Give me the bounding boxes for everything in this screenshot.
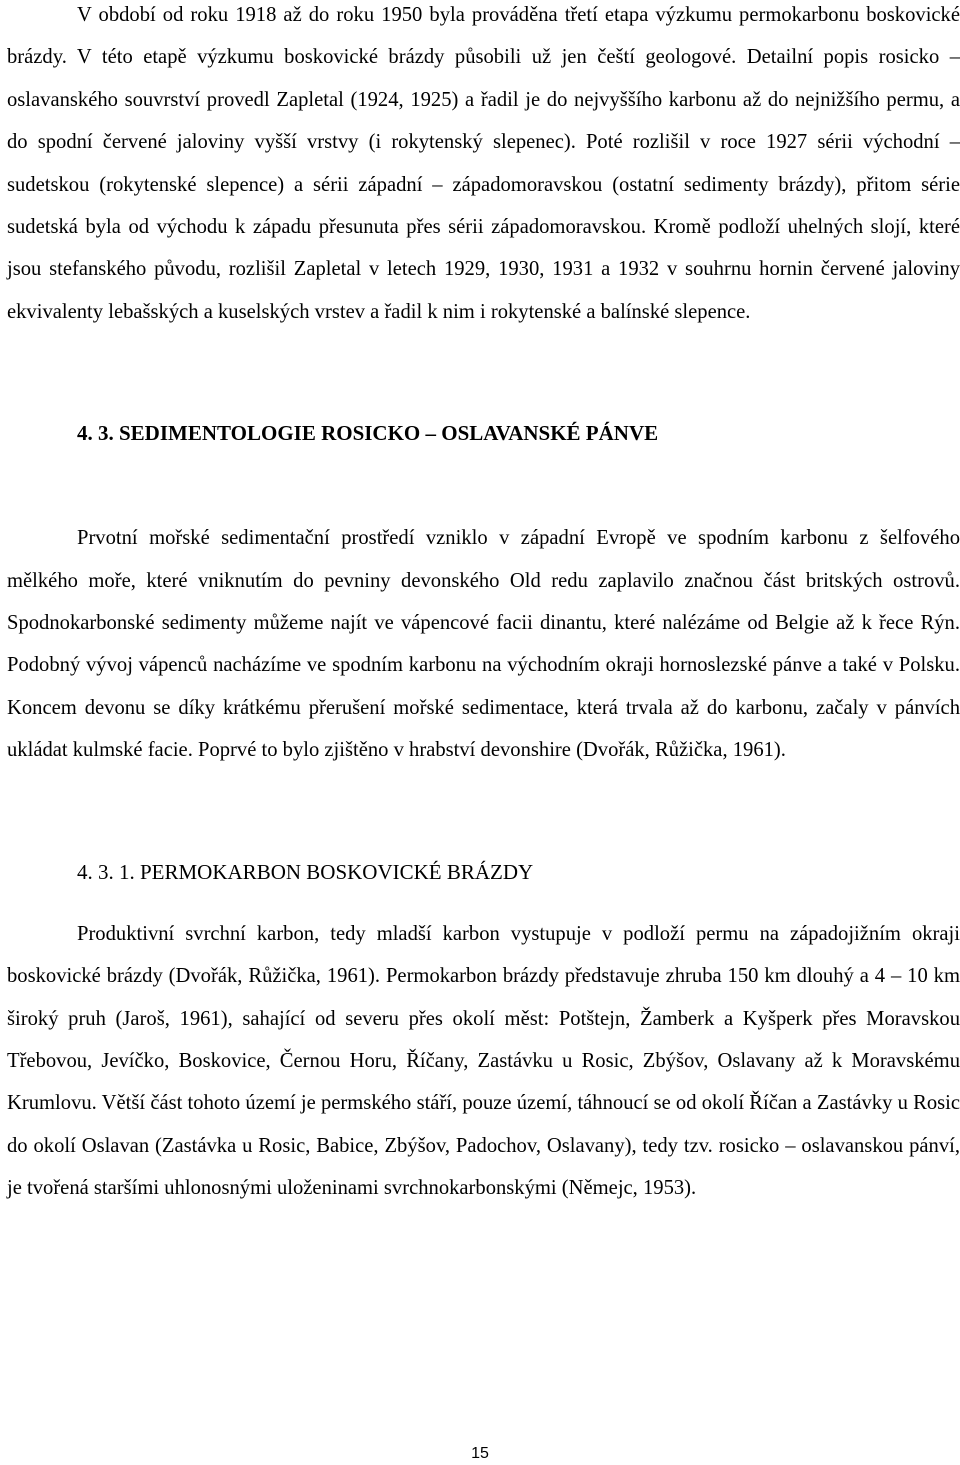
- page-number: 15: [471, 1445, 489, 1462]
- subsection-heading-permocarbon: 4. 3. 1. PERMOKARBON BOSKOVICKÉ BRÁZDY: [77, 859, 534, 884]
- paragraph-zapletal-research: V období od roku 1918 až do roku 1950 byla prováděna třetí etapa výzkumu permokarbonu boskovické brázdy. V této etapě výzkumu boskovické brázdy působili už jen čeští geologové. Detailní popis rosicko – oslavanského souvrství provedl Zapletal (1924, 1925) a řadil je do nejvyššího karbonu až do nejnižšího permu, a do spodní červené jaloviny vyšší vrstvy (i rokytenský slepenec). Poté rozlišil v roce 1927 sérii východní – sudetskou (rokytenské slepence) a sérii západní – západomoravskou (ostatní sedimenty brázdy), přitom série sudetská byla od východu k západu přesunuta přes sérii západomoravskou. Kromě podloží uhelných slojí, které jsou stefanského původu, rozlišil Zapletal v letech 1929, 1930, 1931 a 1932 v souhrnu hornin červené jaloviny ekvivalenty lebašských a kuselských vrstev a řadil k nim i rokytenské a balínské slepence.: [7, 4, 960, 323]
- section-heading-sedimentology: 4. 3. SEDIMENTOLOGIE ROSICKO – OSLAVANSKÉ PÁNVE: [77, 421, 659, 446]
- document-page: [7, 0, 960, 1210]
- paragraph-sedimentation-environment: Prvotní mořské sedimentační prostředí vzniklo v západní Evropě ve spodním karbonu z šelfového mělkého moře, které vniknutím do pevniny devonského Old redu zaplavilo značnou část britských ostrovů. Spodnokarbonské sedimenty můžeme najít ve vápencové facii dinantu, které nalézáme od Belgie až k řece Rýn. Podobný vývoj vápenců nacházíme ve spodním karbonu na východním okraji hornoslezské pánve a také v Polsku. Koncem devonu se díky krátkému přerušení mořské sedimentace, která trvala až do karbonu, začaly v pánvích ukládat kulmské facie. Poprvé to bylo zjištěno v hrabství devonshire (Dvořák, Růžička, 1961).: [7, 527, 960, 762]
- paragraph-permocarbon-description: Produktivní svrchní karbon, tedy mladší karbon vystupuje v podloží permu na západojižním okraji boskovické brázdy (Dvořák, Růžička, 1961). Permokarbon brázdy představuje zhruba 150 km dlouhý a 4 – 10 km široký pruh (Jaroš, 1961), sahající od severu přes okolí měst: Potštejn, Žamberk a Kyšperk přes Moravskou Třebovou, Jevíčko, Boskovice, Černou Horu, Říčany, Zastávku u Rosic, Zbýšov, Oslavany až k Moravskému Krumlovu. Větší část tohoto území je permského stáří, pouze území, táhnoucí se od okolí Říčan a Zastávky u Rosic do okolí Oslavan (Zastávka u Rosic, Babice, Zbýšov, Padochov, Oslavany), tedy tzv. rosicko – oslavanskou pánví, je tvořená staršími uhlonosnými uloženinami svrchnokarbonskými (Němejc, 1953).: [7, 922, 960, 1200]
